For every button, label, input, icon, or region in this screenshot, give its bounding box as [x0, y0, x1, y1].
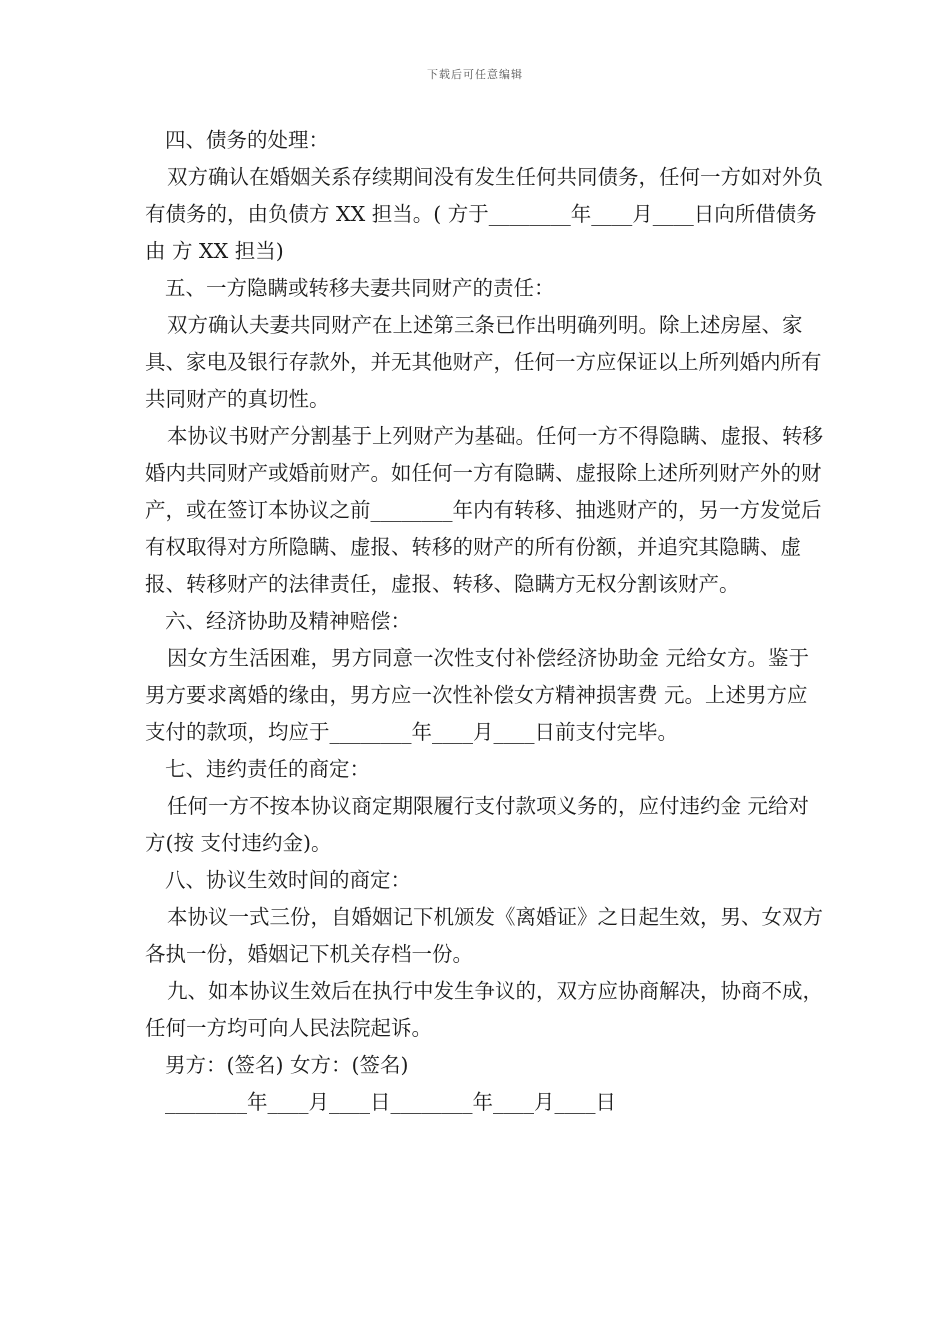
section-heading-compensation: 六、经济协助及精神赔偿： [165, 609, 411, 633]
paragraph-disputes: 九、如本协议生效后在执行中发生争议的，双方应协商解决，协商不成，任何一方均可向人民法院起诉。 [145, 979, 823, 1040]
section-heading-concealment: 五、一方隐瞒或转移夫妻共同财产的责任： [165, 276, 555, 300]
section-heading-debts: 四、债务的处理： [165, 128, 329, 152]
section-heading-effective-date: 八、协议生效时间的商定： [165, 868, 411, 892]
header-note: 下载后可任意编辑 [427, 68, 523, 81]
paragraph-debts: 双方确认在婚姻关系存续期间没有发生任何共同债务，任何一方如对外负有债务的，由负债方 XX 担当。( 方于________年____月____日向所借债务由 方 XX 担当) [145, 165, 823, 263]
section-heading-breach: 七、违约责任的商定： [165, 757, 370, 781]
document-body [145, 122, 825, 1121]
paragraph-compensation: 因女方生活困难，男方同意一次性支付补偿经济协助金 元给女方。鉴于男方要求离婚的缘由，男方应一次性补偿女方精神损害费 元。上述男方应支付的款项，均应于________年____月____日前支付完毕。 [145, 646, 810, 744]
paragraph-effective-date: 本协议一式三份，自婚姻记下机颁发《离婚证》之日起生效，男、女双方各执一份，婚姻记下机关存档一份。 [145, 905, 823, 966]
signature-line: 男方：(签名) 女方：(签名) [165, 1053, 409, 1077]
date-line: ________年____月____日________年____月____日 [165, 1090, 616, 1114]
paragraph-property-division: 本协议书财产分割基于上列财产为基础。任何一方不得隐瞒、虚报、转移婚内共同财产或婚前财产。如任何一方有隐瞒、虚报除上述所列财产外的财产，或在签订本协议之前________年内有转移、抽逃财产的，另一方发觉后有权取得对方所隐瞒、虚报、转移的财产的所有份额，并追究其隐瞒、虚报、转移财产的法律责任，虚报、转移、隐瞒方无权分割该财产。 [145, 424, 823, 596]
paragraph-breach: 任何一方不按本协议商定期限履行支付款项义务的，应付违约金 元给对方(按 支付违约金)。 [145, 794, 810, 855]
paragraph-property-confirmation: 双方确认夫妻共同财产在上述第三条已作出明确列明。除上述房屋、家具、家电及银行存款外，并无其他财产，任何一方应保证以上所列婚内所有共同财产的真切性。 [145, 313, 822, 411]
